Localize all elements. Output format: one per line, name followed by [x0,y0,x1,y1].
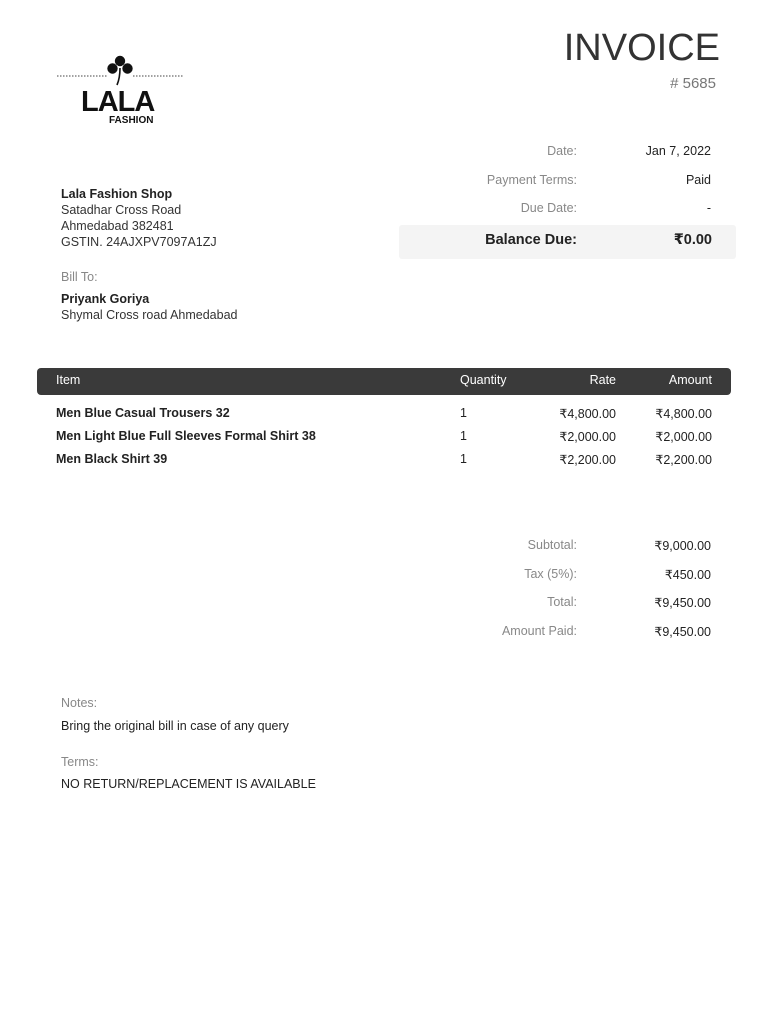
due-date-value: - [706,201,711,215]
meta-due-row [400,201,736,221]
amount-paid-value: ₹9,450.00 [654,625,711,639]
seller-address [61,186,217,250]
logo-wordmark: LALA [81,86,155,118]
subtotal-value: ₹9,000.00 [654,539,711,553]
row-rate: ₹2,000.00 [559,430,616,444]
table-row [37,406,731,426]
row-item: Men Black Shirt 39 [56,452,168,466]
invoice-number: # 5685 [670,75,716,92]
row-quantity: 1 [460,406,467,420]
clover-icon [57,52,183,88]
row-item: Men Light Blue Full Sleeves Formal Shirt 38 [56,429,316,443]
total-row [400,595,736,615]
payment-terms-label: Payment Terms: [486,173,577,187]
amount-paid-row [400,624,736,644]
invoice-title: INVOICE [563,27,720,69]
notes-label: Notes: [61,696,98,710]
total-value: ₹9,450.00 [654,596,711,610]
terms-text: NO RETURN/REPLACEMENT IS AVAILABLE [61,777,316,791]
balance-due-box [399,225,736,259]
row-quantity: 1 [460,452,467,466]
row-quantity: 1 [460,429,467,443]
bill-to-name: Priyank Goriya [61,292,150,306]
meta-date-row [400,144,736,164]
subtotal-row [400,538,736,558]
logo-subtitle: FASHION [109,115,154,126]
seller-gstin: GSTIN. 24AJXPV7097A1ZJ [61,235,217,249]
bill-to-address: Shymal Cross road Ahmedabad [61,308,238,322]
header-item: Item [56,373,81,387]
items-table-header [37,368,731,395]
table-row [37,452,731,472]
payment-terms-value: Paid [685,173,711,187]
balance-due-value: ₹0.00 [673,232,712,248]
notes-text: Bring the original bill in case of any query [61,719,289,733]
header-rate: Rate [589,373,616,387]
bill-to-label: Bill To: [61,270,98,284]
seller-name: Lala Fashion Shop [61,187,173,201]
row-rate: ₹4,800.00 [559,407,616,421]
meta-terms-row [400,173,736,193]
due-date-label: Due Date: [520,201,577,215]
header-amount: Amount [668,373,712,387]
balance-due-label: Balance Due: [485,232,577,248]
terms-label: Terms: [61,755,99,769]
row-amount: ₹4,800.00 [655,407,712,421]
row-amount: ₹2,200.00 [655,453,712,467]
header-quantity: Quantity [460,373,507,387]
date-label: Date: [547,144,577,158]
tax-value: ₹450.00 [664,568,711,582]
table-row [37,429,731,449]
total-label: Total: [547,595,577,609]
row-item: Men Blue Casual Trousers 32 [56,406,230,420]
seller-address-line2: Ahmedabad 382481 [61,219,174,233]
bill-to-block [61,291,237,323]
tax-row [400,567,736,587]
tax-label: Tax (5%): [524,567,577,581]
row-rate: ₹2,200.00 [559,453,616,467]
subtotal-label: Subtotal: [527,538,577,552]
date-value: Jan 7, 2022 [645,144,711,158]
brand-logo [57,52,183,132]
seller-address-line1: Satadhar Cross Road [61,203,182,217]
row-amount: ₹2,000.00 [655,430,712,444]
amount-paid-label: Amount Paid: [501,624,577,638]
